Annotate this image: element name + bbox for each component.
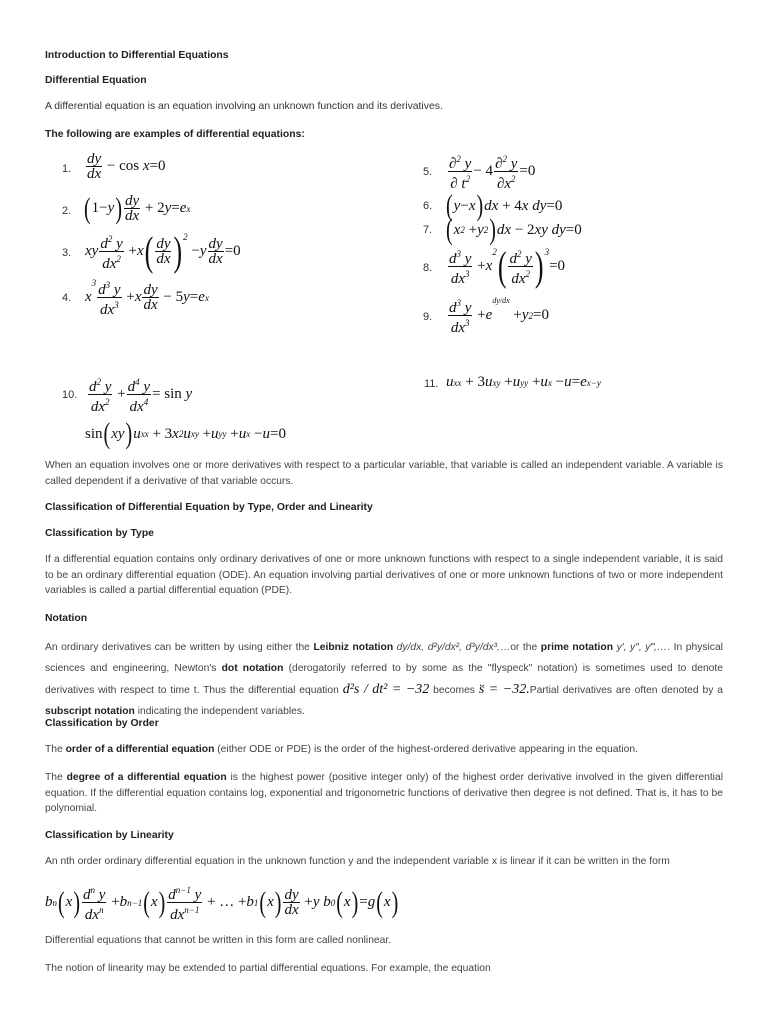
heading-differential-equation: Differential Equation: [45, 75, 147, 86]
document-title: Introduction to Differential Equations: [45, 50, 229, 61]
equation-number-10: 10.: [62, 389, 78, 401]
classification-heading: Classification of Differential Equation by Type, Order and Linearity: [45, 502, 373, 513]
pde-linearity-paragraph: The notion of linearity may be extended to partial differential equations. For example, the equation: [45, 963, 491, 974]
equation-number-2: 2.: [62, 205, 72, 217]
equation-4: x 3 $d^3$ y $dx^3$ + x $\frac{dy}{dx}$ − 5 y = e x: [85, 278, 209, 318]
dot-notation-term: dot notation: [221, 663, 284, 674]
equation-1: dy dx − cos x =0: [87, 151, 166, 182]
by-linearity-heading: Classification by Linearity: [45, 830, 174, 841]
linearity-paragraph: An nth order ordinary differential equation in the unknown function y and the independent variable x is linear if it can be written in the form: [45, 856, 670, 867]
order-term: order of a differential equation: [65, 744, 215, 755]
linear-ode-equation: b n ( x ) $d^n$ y $dx^n$ + b n−1 ( x ) $d^{n-1}$ y $dx^{n-1}$ + … + b 1 ( x ) dy dx + y b 0 ( x ) = g ( x ): [45, 885, 399, 923]
leibniz-notation-term: Leibniz notation: [313, 642, 394, 653]
equation-11: u xx + 3 u xy + u yy + u x − u = e x−y: [446, 374, 601, 390]
equation-10: $d^2$ y $dx^2$ + $\frac{d^4 y}{dx^4}$ = sin y: [89, 377, 193, 415]
equation-number-1: 1.: [62, 163, 72, 175]
equation-number-4: 4.: [62, 292, 72, 304]
leibniz-examples: dy/dx, d²y/dx², d³y/dx³,: [396, 642, 500, 653]
definition-text: A differential equation is an equation involving an unknown function and its derivatives.: [45, 101, 443, 112]
equation-2: ( 1− y ) dy dx + 2 y = e x: [84, 192, 191, 225]
equation-number-3: 3.: [62, 247, 72, 259]
prime-examples: y′, y″, y‴,…: [616, 642, 668, 653]
equation-9: $d^3$ y $dx^3$ + e dy/dx + y 2 =0: [449, 296, 549, 336]
degree-paragraph: The degree of a differential equation is the highest power (positive integer only) of the highest order derivative involved in the given differential equation. If the differential equation contains log, exponential and trigonometric functions of derivative then degree is not defined. That is, it has to be polynomial.: [45, 772, 723, 815]
equation-s-double-dot: s̈ = −32.: [478, 682, 530, 697]
equation-3: xy $d^2$ y $dx^2$ + x ( dy dx ) $^2$ − y $\frac{dy}{dx}$ =0: [85, 227, 241, 274]
equation-number-6: 6.: [423, 200, 433, 212]
equation-number-9: 9.: [423, 311, 433, 323]
notation-heading: Notation: [45, 613, 88, 624]
equation-5: ∂$^2$ y ∂ $t^2$ − 4 $\frac{\partial^2 y}{\partial x^2}$ =0: [449, 154, 536, 192]
equation-6: ( y − x ) dx + 4 x dy =0: [446, 189, 563, 223]
examples-heading: The following are examples of differential equations:: [45, 129, 305, 140]
by-type-heading: Classification by Type: [45, 528, 154, 539]
equation-number-8: 8.: [423, 262, 433, 274]
by-order-heading: Classification by Order: [45, 718, 159, 729]
equation-number-5: 5.: [423, 166, 433, 178]
prime-notation-term: prime notation: [540, 642, 613, 653]
equation-number-7: 7.: [423, 224, 433, 236]
degree-term: degree of a differential equation: [66, 772, 227, 783]
subscript-notation-term: subscript notation: [45, 706, 135, 717]
equation-d2s-dt2: d²s / dt² = −32: [342, 682, 430, 697]
notation-paragraph: An ordinary derivatives can be written by using either the Leibniz notation dy/dx, d²y/dx², d³y/dx³,…or the prime notation y′, y″, y‴,…. In physical sciences and engineering, Newton's dot notation (derogatorily referred to by some as the "flyspeck" notation) is sometimes used to denote derivatives with respect to time t. Thus the differential equation d²s / dt² = −32 becomes s̈ = −32.Partial derivatives are often denoted by a subscript notation indicating the independent variables.: [45, 642, 723, 717]
equation-8: $d^3$ y $dx^3$ + x 2 ( $d^2$ y $dx^2$ ) $^3$ =0: [449, 242, 566, 289]
by-type-paragraph: If a differential equation contains only ordinary derivatives of one or more unknown functions with respect to a single independent variable, it is said to be an ordinary differential equation (ODE). An equation involving partial derivatives of one or more unknown functions of two or more independent variables is called a partial differential equation (PDE).: [45, 554, 723, 597]
nonlinear-paragraph: Differential equations that cannot be written in this form are called nonlinear.: [45, 935, 392, 946]
equation-number-11: 11.: [424, 378, 439, 390]
independent-variable-paragraph: When an equation involves one or more derivatives with respect to a particular variable, that variable is called an independent variable. A variable is called dependent if a derivative of that variable occurs.: [45, 460, 723, 487]
order-paragraph: The order of a differential equation (either ODE or PDE) is the order of the highest-ordered derivative appearing in the equation.: [45, 744, 638, 755]
equation-7: ( x 2 + y 2 ) dx − 2 xy dy =0: [446, 213, 582, 247]
equation-10-pde: sin ( xy ) u xx + 3 x 2 u xy + u yy + u x − u =0: [85, 417, 286, 451]
